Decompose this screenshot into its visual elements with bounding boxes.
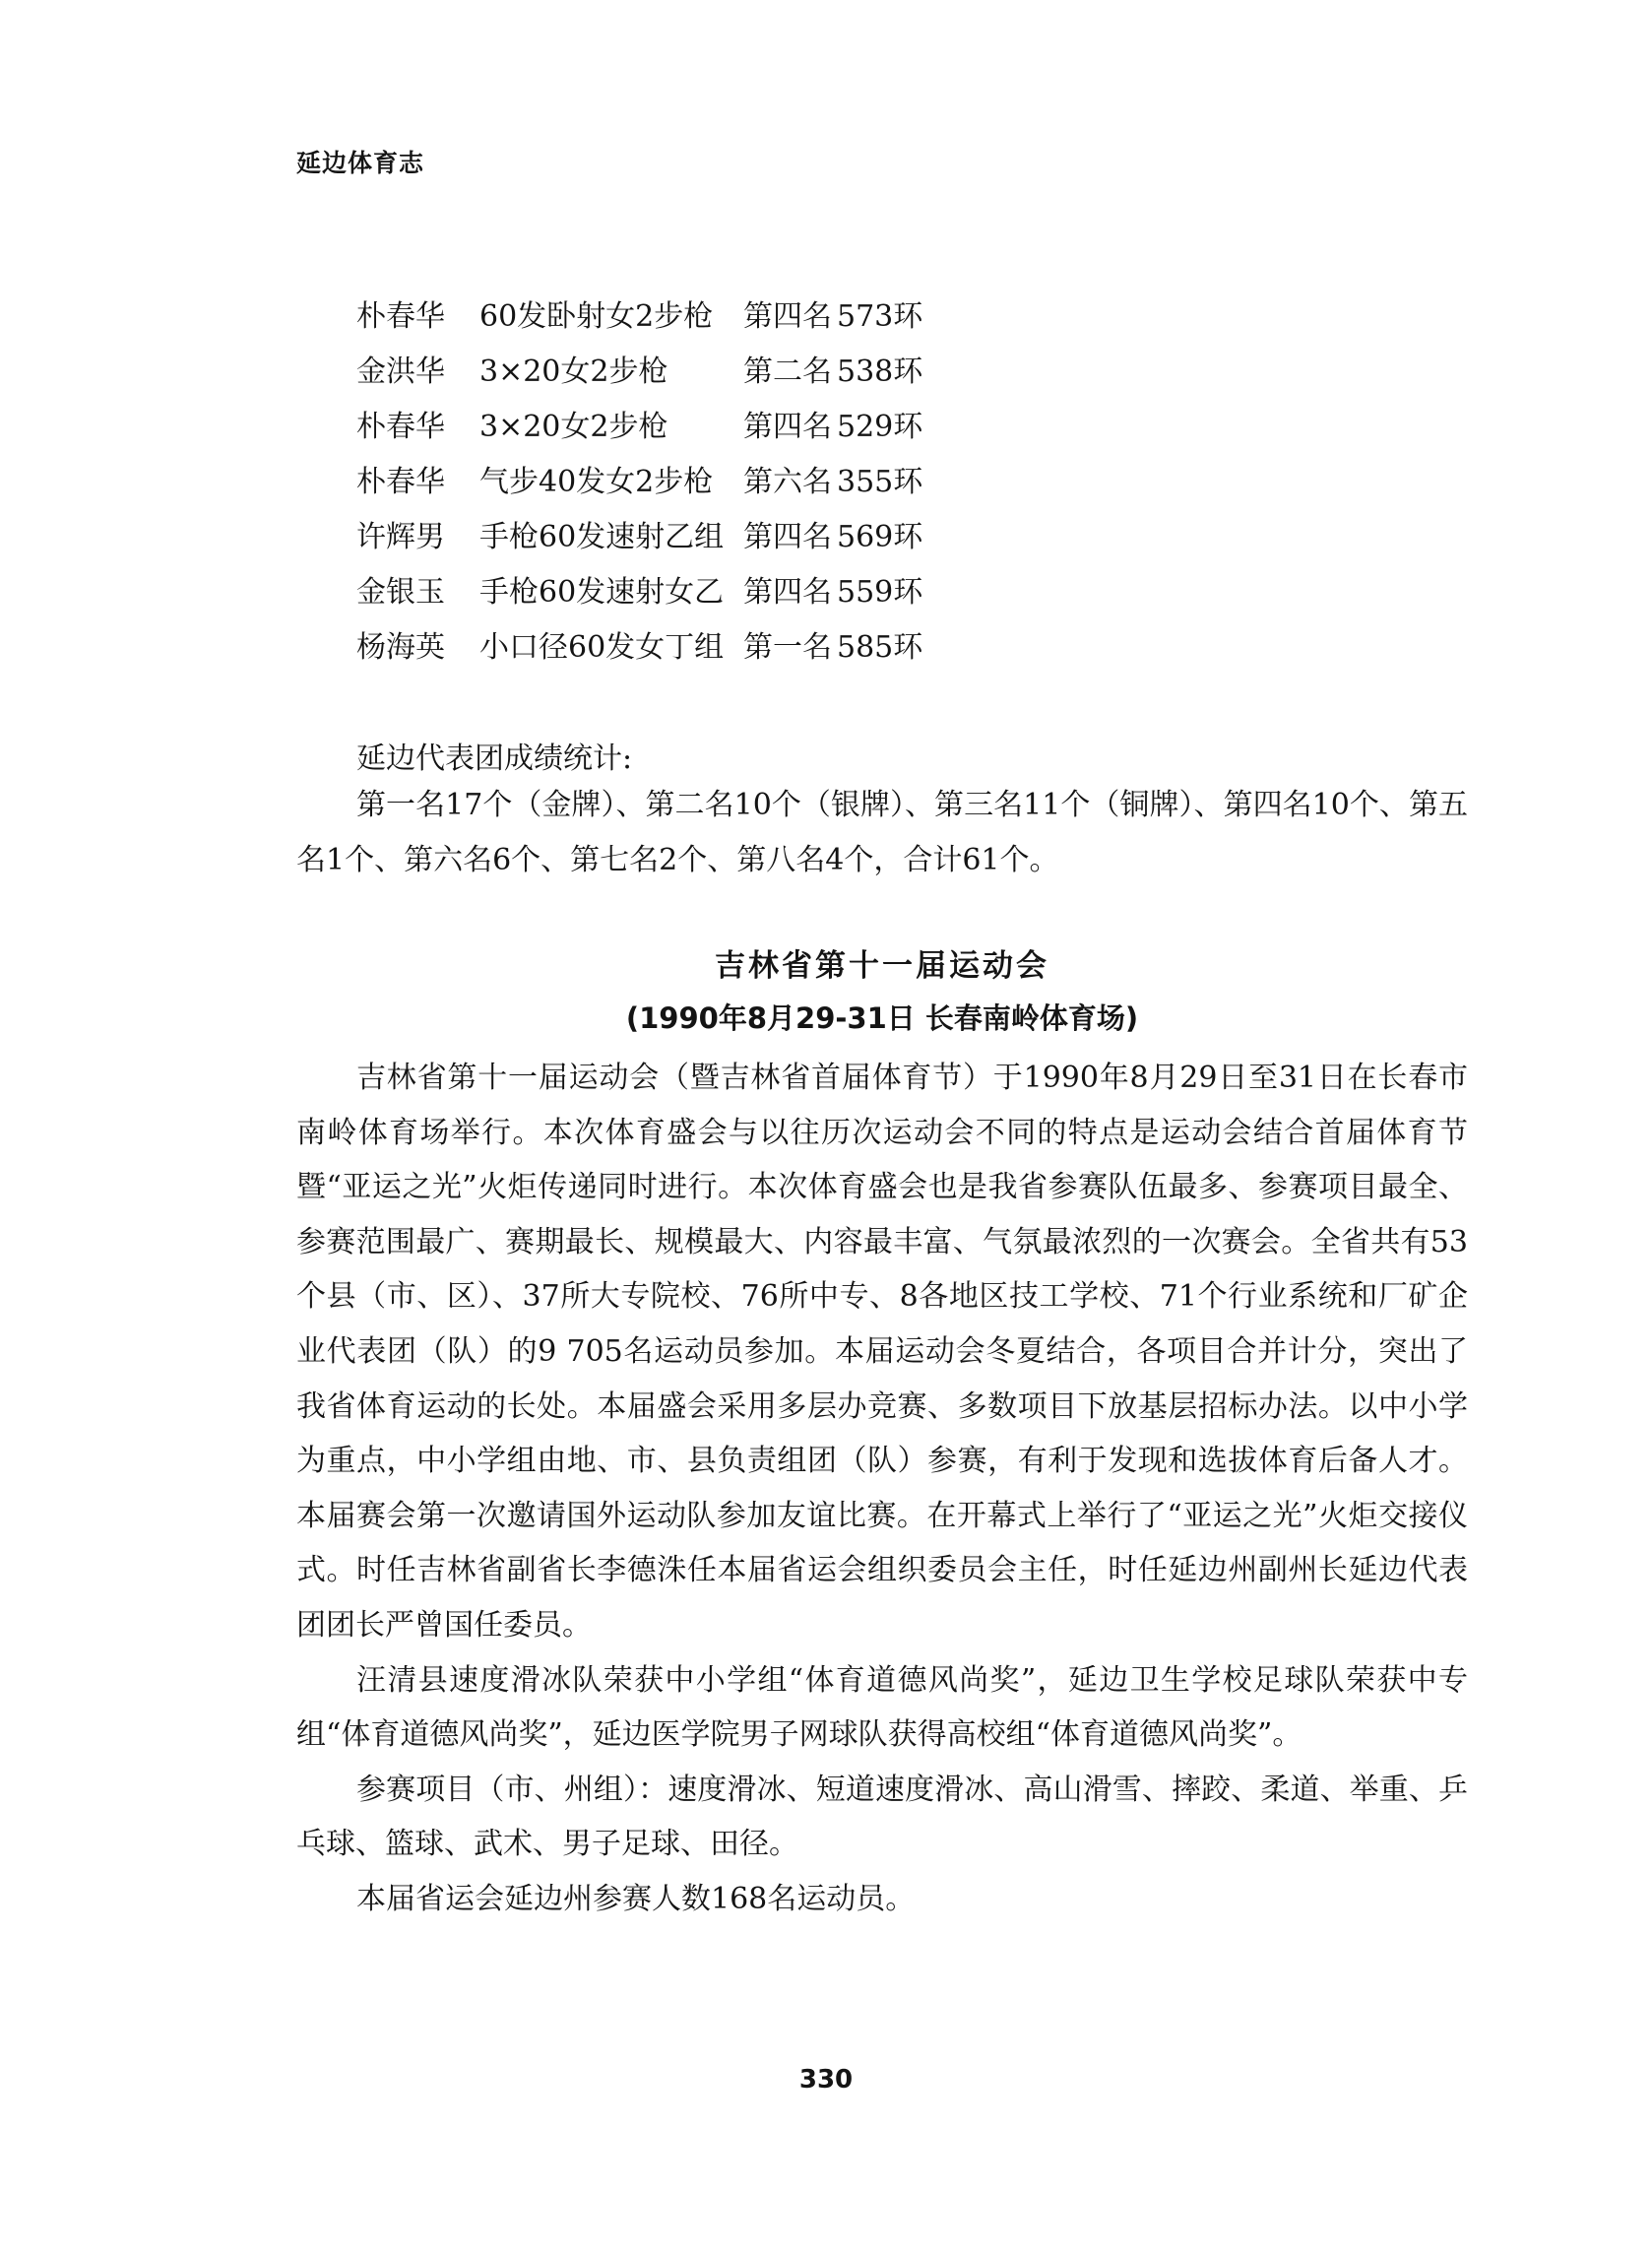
score: 569环	[837, 520, 923, 554]
rank: 第四名	[743, 520, 832, 554]
score: 585环	[837, 630, 923, 665]
stats-paragraph: 第一名17个（金牌）、第二名10个（银牌）、第三名11个（铜牌）、第四名10个、第五名1个、第六名6个、第七名2个、第八名4个，合计61个。	[296, 788, 1468, 877]
table-row	[356, 341, 955, 396]
body-paragraph: 参赛项目（市、州组）：速度滑冰、短道速度滑冰、高山滑雪、摔跤、柔道、举重、乒乓球、篮球、武术、男子足球、田径。	[296, 1772, 1468, 1862]
athlete-name: 朴春华	[356, 299, 445, 334]
table-row	[356, 506, 955, 561]
section-subtitle: (1990年8月29-31日 长春南岭体育场)	[625, 1001, 1139, 1035]
event-name: 小口径60发女丁组	[479, 630, 725, 665]
section-body	[296, 1051, 1468, 1927]
score: 538环	[837, 355, 923, 389]
rank: 第一名	[743, 630, 832, 665]
score: 529环	[837, 410, 923, 444]
athlete-name: 朴春华	[356, 410, 445, 444]
page-number: 330	[798, 2065, 854, 2095]
body-paragraph: 汪清县速度滑冰队荣获中小学组“体育道德风尚奖”，延边卫生学校足球队荣获中专组“体育道德风尚奖”，延边医学院男子网球队获得高校组“体育道德风尚奖”。	[296, 1662, 1468, 1753]
rank: 第二名	[743, 355, 832, 389]
athlete-name: 金银玉	[356, 575, 445, 610]
shooting-results-table	[356, 286, 955, 672]
event-name: 手枪60发速射乙组	[479, 520, 725, 554]
athlete-name: 许辉男	[356, 520, 445, 554]
rank: 第六名	[743, 465, 832, 499]
table-row	[356, 561, 955, 616]
event-name: 60发卧射女2步枪	[479, 299, 714, 334]
body-paragraph: 本届省运会延边州参赛人数168名运动员。	[356, 1881, 916, 1916]
running-header: 延边体育志	[296, 149, 425, 177]
event-name: 气步40发女2步枪	[479, 465, 714, 499]
athlete-name: 朴春华	[356, 465, 445, 499]
rank: 第四名	[743, 299, 832, 334]
table-row	[356, 286, 955, 341]
score: 355环	[837, 465, 923, 499]
rank: 第四名	[743, 410, 832, 444]
stats-title: 延边代表团成绩统计:	[356, 742, 633, 776]
table-row	[356, 616, 955, 672]
score: 559环	[837, 575, 923, 610]
section-title: 吉林省第十一届运动会	[715, 948, 1049, 984]
rank: 第四名	[743, 575, 832, 610]
table-row	[356, 451, 955, 506]
athlete-name: 金洪华	[356, 355, 445, 389]
event-name: 3×20女2步枪	[479, 355, 668, 389]
table-row	[356, 396, 955, 451]
score: 573环	[837, 299, 923, 334]
athlete-name: 杨海英	[356, 630, 445, 665]
event-name: 手枪60发速射女乙	[479, 575, 725, 610]
event-name: 3×20女2步枪	[479, 410, 668, 444]
body-paragraph: 吉林省第十一届运动会（暨吉林省首届体育节）于1990年8月29日至31日在长春市南岭体育场举行。本次体育盛会与以往历次运动会不同的特点是运动会结合首届体育节暨“亚运之光”火炬传递同时进行。本次体育盛会也是我省参赛队伍最多、参赛项目最全、参赛范围最广、赛期最长、规模最大、内容最丰富、气氛最浓烈的一次赛会。全省共有53个县（市、区）、37所大专院校、76所中专、8各地区技工学校、71个行业系统和厂矿企业代表团（队）的9 705名运动员参加。本届运动会冬夏结合，各项目合并计分，突出了我省体育运动的长处。本届盛会采用多层办竞赛、多数项目下放基层招标办法。以中小学为重点，中小学组由地、市、县负责组团（队）参赛，有利于发现和选拔体育后备人才。本届赛会第一次邀请国外运动队参加友谊比赛。在开幕式上举行了“亚运之光”火炬交接仪式。时任吉林省副省长李德洙任本届省运会组织委员会主任，时任延边州副州长延边代表团团长严曾国任委员。	[296, 1061, 1468, 1643]
